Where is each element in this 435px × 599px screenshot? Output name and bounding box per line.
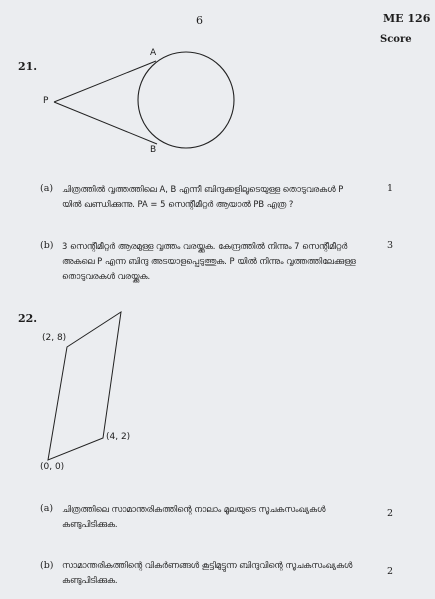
page-number: 6	[196, 14, 203, 27]
q21-part-a-text: ചിത്രത്തിൽ വൃത്തത്തിലെ A, B എന്നീ ബിന്ദുക്കളിലൂടെയുള്ള തൊടുവരകൾ P യിൽ ഖണ്ഡിക്കുന്നു. PA = 5 സെന്റീമീറ്റർ ആയാൽ PB എത്ര ?	[62, 184, 344, 209]
q22-part-b-label: (b)	[40, 560, 54, 571]
circle	[138, 52, 234, 148]
q22-part-a-text: ചിത്രത്തിലെ സാമാന്തരികത്തിന്റെ നാലാം മൂലയുടെ സൂചകസംഖ്യകൾ കണ്ടുപിടിക്കുക.	[62, 504, 326, 529]
paper-code: ME 126	[383, 12, 431, 25]
q22-part-a-mark: 2	[387, 508, 394, 519]
label-vertex-4-2: (4, 2)	[106, 432, 131, 442]
q22-part-b-mark: 2	[387, 566, 394, 577]
q21-part-a-label: (a)	[40, 183, 54, 194]
label-vertex-0-0: (0, 0)	[40, 462, 65, 472]
question-21-number: 21.	[18, 60, 38, 73]
label-point-a: A	[150, 48, 157, 58]
question-22-number: 22.	[18, 312, 38, 325]
label-point-b: B	[150, 145, 157, 155]
score-label: Score	[380, 34, 412, 45]
label-vertex-2-8: (2, 8)	[42, 333, 67, 343]
q21-part-b-mark: 3	[387, 240, 394, 251]
tangent-pa	[54, 61, 156, 102]
q22-part-a-label: (a)	[40, 503, 54, 514]
q21-part-b-text: 3 സെന്റീമീറ്റർ ആരമുള്ള വൃത്തം വരയ്ക്കുക. കേന്ദ്രത്തിൽ നിന്നും 7 സെന്റീമീറ്റർ അകലെ P എന്ന ബിന്ദു അടയാളപ്പെടുത്തുക. P യിൽ നിന്നും വൃത്തത്തിലേക്കുള്ള തൊടുവരകൾ വരയ്ക്കുക.	[62, 241, 356, 281]
label-point-p: P	[43, 96, 49, 106]
q21-part-b-label: (b)	[40, 240, 54, 251]
q22-part-b-text: സാമാന്തരികത്തിന്റെ വികർണങ്ങൾ കൂട്ടിമുട്ടുന്ന ബിന്ദുവിന്റെ സൂചകസംഖ്യകൾ കണ്ടുപിടിക്കുക.	[62, 560, 353, 585]
q21-part-a-mark: 1	[387, 183, 394, 194]
tangent-pb	[54, 102, 157, 144]
